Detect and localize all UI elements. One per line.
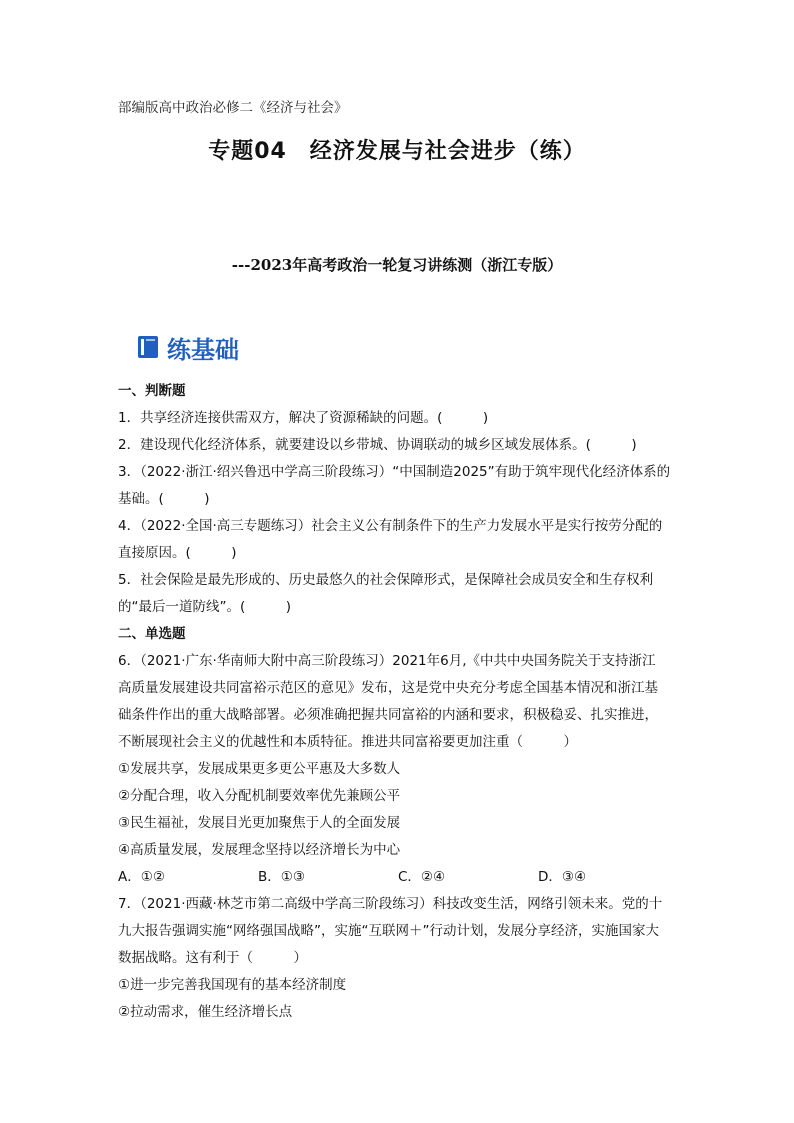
judge-line: 2．建设现代化经济体系，就要建设以乡带城、协调联动的城乡区域发展体系。( ) <box>118 437 637 453</box>
q7-option-line: ①进一步完善我国现有的基本经济制度 <box>118 977 347 993</box>
q7-option-line: ②拉动需求，催生经济增长点 <box>118 1004 293 1020</box>
judge-line: 5．社会保险是最先形成的、历史最悠久的社会保障形式，是保障社会成员安全和生存权利 <box>118 572 654 588</box>
book-icon <box>137 335 159 359</box>
judge-line: 4．（2022·全国·高三专题练习）社会主义公有制条件下的生产力发展水平是实行按劳分配的 <box>118 518 663 534</box>
question-content <box>118 378 678 1026</box>
q7-line: 九大报告强调实施“网络强国战略”，实施“互联网＋”行动计划，发展分享经济，实施国家大 <box>118 923 659 939</box>
judge-line: 基础。( ) <box>118 491 210 507</box>
header-note: 部编版高中政治必修二《经济与社会》 <box>118 100 348 116</box>
judge-line: 直接原因。( ) <box>118 545 237 561</box>
choice-a: A．①② <box>118 869 165 885</box>
single-choice-heading: 二、单选题 <box>118 626 186 642</box>
q7-line: 数据战略。这有利于（ ） <box>118 950 307 966</box>
q6-choices <box>118 864 678 891</box>
q6-line: 不断展现社会主义的优越性和本质特征。推进共同富裕要更加注重（ ） <box>118 734 577 750</box>
q6-line: 础条件作出的重大战略部署。必须准确把握共同富裕的内涵和要求，积极稳妥、扎实推进， <box>118 707 658 723</box>
choice-b: B．①③ <box>258 869 305 885</box>
q6-line: 6．（2021·广东·华南师大附中高三阶段练习）2021年6月,《中共中央国务院关于支持浙江 <box>118 653 656 669</box>
judge-heading: 一、判断题 <box>118 383 186 399</box>
q6-option-line: ①发展共享，发展成果更多更公平惠及大多数人 <box>118 761 401 777</box>
q6-option-line: ④高质量发展，发展理念坚持以经济增长为中心 <box>118 842 401 858</box>
judge-line: 3．（2022·浙江·绍兴鲁迅中学高三阶段练习）“中国制造2025”有助于筑牢现代化经济体系的 <box>118 464 671 480</box>
q7-line: 7．（2021·西藏·林芝市第二高级中学高三阶段练习）科技改变生活，网络引领未来。党的十 <box>118 896 663 912</box>
main-title: 专题04 经济发展与社会进步（练） <box>208 139 586 164</box>
choice-c: C．②④ <box>398 869 446 885</box>
sub-title: ---2023年高考政治一轮复习讲练测（浙江专版） <box>231 256 563 274</box>
judge-line: 的“最后一道防线”。( ) <box>118 599 292 615</box>
judge-line: 1．共享经济连接供需双方，解决了资源稀缺的问题。( ) <box>118 410 489 426</box>
section-label: 练基础 <box>167 335 239 364</box>
q6-line: 高质量发展建设共同富裕示范区的意见》发布，这是党中央充分考虑全国基本情况和浙江基 <box>118 680 658 696</box>
q6-option-line: ②分配合理，收入分配机制要效率优先兼顾公平 <box>118 788 401 804</box>
q6-option-line: ③民生福祉，发展目光更加聚焦于人的全面发展 <box>118 815 401 831</box>
choice-d: D．③④ <box>538 869 587 885</box>
section-header <box>137 331 239 363</box>
